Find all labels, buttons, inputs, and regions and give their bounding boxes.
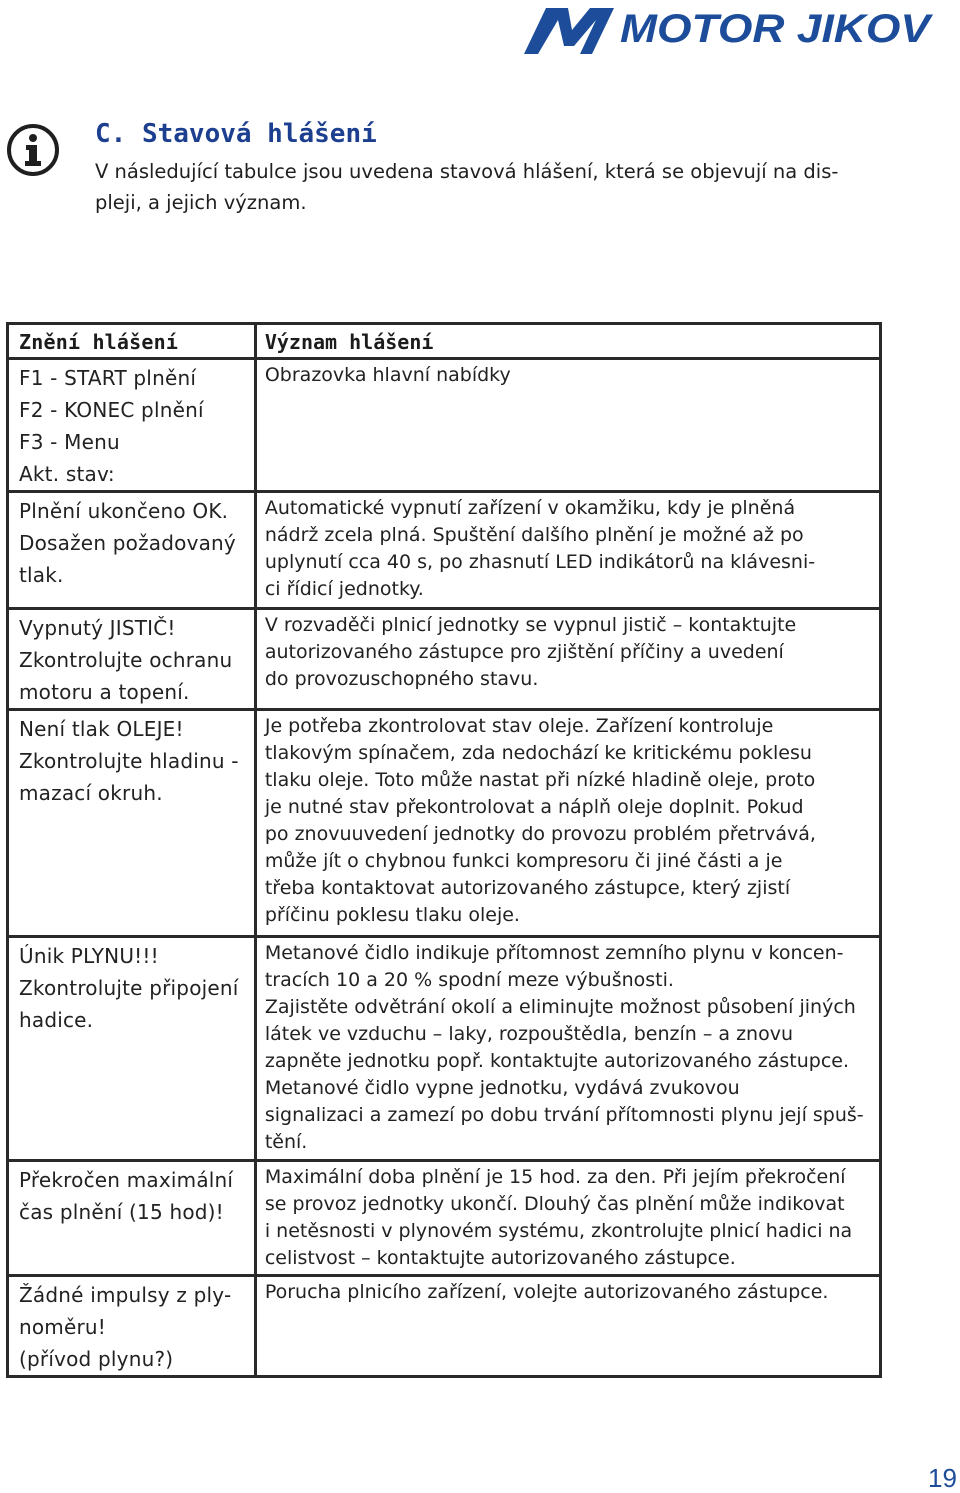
meaning-line: tlakovým spínačem, zda nedochází ke kritickému poklesu: [264, 742, 812, 764]
message-cell: [8, 492, 256, 609]
table-row: [8, 609, 881, 710]
motor-jikov-logo: [524, 4, 936, 56]
message-line: F1 - START plnění: [19, 366, 197, 390]
meaning-line: Maximální doba plnění je 15 hod. za den. Při jejím překročení: [264, 1166, 846, 1188]
meaning-line: může jít o chybnou funkci kompresoru či jiné části a je: [264, 850, 783, 872]
message-line: Zkontrolujte připojení: [19, 976, 239, 1000]
section-title: C. Stavová hlášení: [95, 119, 377, 149]
meaning-line: Obrazovka hlavní nabídky: [264, 364, 511, 386]
message-line: noměru!: [19, 1315, 107, 1339]
page-number: 19: [928, 1463, 957, 1493]
meaning-cell: [255, 359, 880, 492]
header-meaning: Význam hlášení: [255, 324, 880, 359]
table-row: [8, 492, 881, 609]
message-line: Vypnutý JISTIČ!: [19, 616, 176, 640]
intro-line: pleji, a jejich význam.: [95, 191, 307, 214]
message-cell: [8, 609, 256, 710]
intro-text: [95, 156, 895, 218]
info-icon: [6, 123, 60, 177]
meaning-cell: [255, 1276, 880, 1377]
meaning-line: Je potřeba zkontrolovat stav oleje. Zařízení kontroluje: [264, 715, 774, 737]
message-line: motoru a topení.: [19, 680, 190, 704]
table-row: [8, 710, 881, 937]
message-line: Dosažen požadovaný: [19, 531, 236, 555]
message-line: tlak.: [19, 563, 64, 587]
message-cell: [8, 359, 256, 492]
table-header-row: [8, 324, 881, 359]
meaning-cell: [255, 937, 880, 1161]
message-line: F3 - Menu: [19, 430, 120, 454]
meaning-line: Zajistěte odvětrání okolí a eliminujte možnost působení jiných: [264, 996, 856, 1018]
message-line: hadice.: [19, 1008, 94, 1032]
message-line: čas plnění (15 hod)!: [19, 1200, 224, 1224]
message-line: Únik PLYNU!!!: [19, 944, 159, 968]
meaning-line: látek ve vzduchu – laky, rozpouštědla, benzín – a znovu: [264, 1023, 794, 1045]
message-line: (přívod plynu?): [19, 1347, 174, 1371]
meaning-line: příčinu poklesu tlaku oleje.: [264, 904, 520, 926]
logo-text: MOTOR JIKOV: [620, 7, 934, 51]
meaning-line: Automatické vypnutí zařízení v okamžiku, kdy je plněná: [264, 497, 796, 519]
table-row: [8, 1276, 881, 1377]
message-line: Žádné impulsy z ply-: [19, 1283, 232, 1307]
meaning-line: V rozvaděči plnicí jednotky se vypnul jistič – kontaktujte: [264, 614, 797, 636]
meaning-line: Metanové čidlo indikuje přítomnost zemního plynu v koncen-: [264, 942, 844, 964]
meaning-line: třeba kontaktovat autorizovaného zástupce, který zjistí: [264, 877, 791, 899]
message-line: Překročen maximální: [19, 1168, 234, 1192]
table-row: [8, 937, 881, 1161]
table-row: [8, 1161, 881, 1276]
message-line: Zkontrolujte ochranu: [19, 648, 233, 672]
message-cell: [8, 1161, 256, 1276]
meaning-line: je nutné stav překontrolovat a náplň oleje doplnit. Pokud: [264, 796, 804, 818]
meaning-line: po znovuuvedení jednotky do provozu problém přetrvává,: [264, 823, 816, 845]
message-cell: [8, 937, 256, 1161]
message-line: Není tlak OLEJE!: [19, 717, 184, 741]
meaning-cell: [255, 710, 880, 937]
message-line: Akt. stav:: [19, 462, 115, 486]
meaning-cell: [255, 1161, 880, 1276]
message-cell: [8, 710, 256, 937]
meaning-line: se provoz jednotky ukončí. Dlouhý čas plnění může indikovat: [264, 1193, 845, 1215]
meaning-line: tění.: [264, 1131, 308, 1153]
meaning-line: zapněte jednotku popř. kontaktujte autorizovaného zástupce.: [264, 1050, 850, 1072]
meaning-cell: [255, 609, 880, 710]
meaning-line: tlaku oleje. Toto může nastat při nízké hladině oleje, proto: [264, 769, 816, 791]
message-line: F2 - KONEC plnění: [19, 398, 204, 422]
meaning-line: Porucha plnicího zařízení, volejte autorizovaného zástupce.: [264, 1281, 829, 1303]
message-cell: [8, 1276, 256, 1377]
meaning-cell: [255, 492, 880, 609]
meaning-line: celistvost – kontaktujte autorizovaného zástupce.: [264, 1247, 736, 1269]
meaning-line: ci řídicí jednotky.: [264, 578, 424, 600]
message-line: Plnění ukončeno OK.: [19, 499, 229, 523]
status-messages-table: [6, 322, 882, 1378]
message-line: Zkontrolujte hladinu -: [19, 749, 239, 773]
meaning-line: i netěsnosti v plynovém systému, zkontrolujte plnicí hadici na: [264, 1220, 853, 1242]
meaning-line: tracích 10 a 20 % spodní meze výbušnosti.: [264, 969, 674, 991]
meaning-line: uplynutí cca 40 s, po zhasnutí LED indikátorů na klávesni-: [264, 551, 816, 573]
meaning-line: signalizaci a zamezí po dobu trvání přítomnosti plynu její spuš-: [264, 1104, 864, 1126]
intro-line: V následující tabulce jsou uvedena stavová hlášení, která se objevují na dis-: [95, 160, 839, 183]
meaning-line: nádrž zcela plná. Spuštění dalšího plnění je možné až po: [264, 524, 804, 546]
table-row: [8, 359, 881, 492]
meaning-line: do provozuschopného stavu.: [264, 668, 539, 690]
meaning-line: Metanové čidlo vypne jednotku, vydává zvukovou: [264, 1077, 740, 1099]
header-message: Znění hlášení: [8, 324, 256, 359]
message-line: mazací okruh.: [19, 781, 163, 805]
meaning-line: autorizovaného zástupce pro zjištění příčiny a uvedení: [264, 641, 784, 663]
